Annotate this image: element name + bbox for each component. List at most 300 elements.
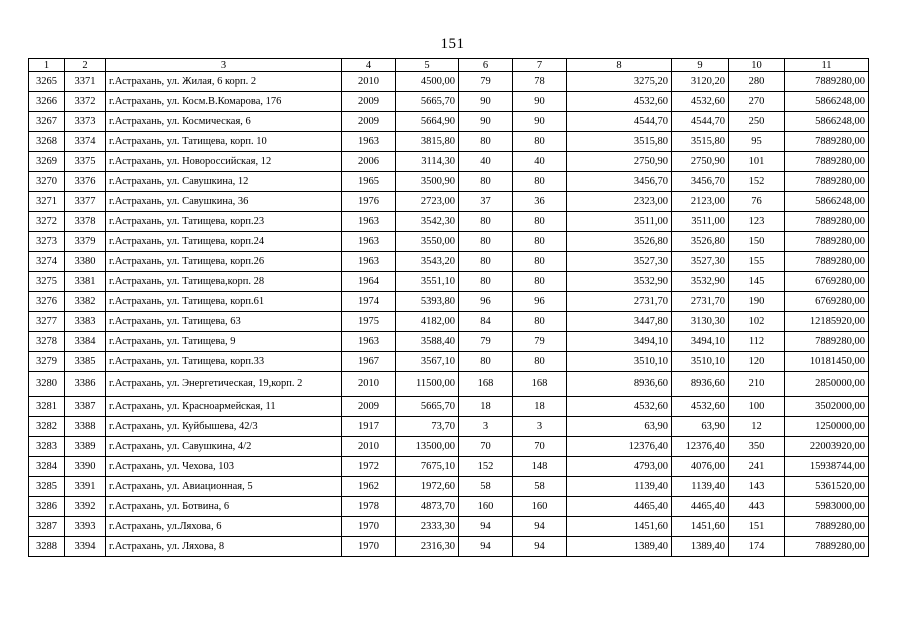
registry-number-cell: 3371 [65, 72, 106, 92]
record-number-cell: 3269 [29, 152, 65, 172]
col6-cell: 40 [459, 152, 513, 172]
year-cell: 1963 [342, 212, 396, 232]
amount-cell: 5866248,00 [785, 92, 869, 112]
registry-number-cell: 3385 [65, 352, 106, 372]
amount-cell: 7889280,00 [785, 132, 869, 152]
year-cell: 2010 [342, 372, 396, 397]
year-cell: 2010 [342, 72, 396, 92]
amount-cell: 22003920,00 [785, 437, 869, 457]
amount-cell: 7889280,00 [785, 172, 869, 192]
col10-cell: 350 [729, 437, 785, 457]
table-row [29, 112, 869, 132]
header-col-6: 6 [459, 59, 513, 72]
col6-cell: 90 [459, 112, 513, 132]
year-cell: 2009 [342, 397, 396, 417]
col6-cell: 80 [459, 272, 513, 292]
living-area-cell: 3275,20 [567, 72, 672, 92]
col7-cell: 80 [513, 272, 567, 292]
total-area-cell: 5665,70 [396, 92, 459, 112]
col7-cell: 40 [513, 152, 567, 172]
living-area-cell: 12376,40 [567, 437, 672, 457]
living-area-cell: 2323,00 [567, 192, 672, 212]
record-number-cell: 3286 [29, 497, 65, 517]
year-cell: 2010 [342, 437, 396, 457]
year-cell: 1917 [342, 417, 396, 437]
col6-cell: 80 [459, 172, 513, 192]
col9-cell: 2750,90 [672, 152, 729, 172]
address-cell: г.Астрахань, ул. Татищева,корп. 28 [106, 272, 342, 292]
header-col-5: 5 [396, 59, 459, 72]
living-area-cell: 8936,60 [567, 372, 672, 397]
col9-cell: 12376,40 [672, 437, 729, 457]
year-cell: 1967 [342, 352, 396, 372]
col10-cell: 150 [729, 232, 785, 252]
registry-number-cell: 3390 [65, 457, 106, 477]
amount-cell: 5866248,00 [785, 192, 869, 212]
registry-number-cell: 3383 [65, 312, 106, 332]
table-row [29, 212, 869, 232]
table-row [29, 272, 869, 292]
col10-cell: 145 [729, 272, 785, 292]
address-cell: г.Астрахань, ул. Татищева, корп. 10 [106, 132, 342, 152]
col9-cell: 3526,80 [672, 232, 729, 252]
year-cell: 1974 [342, 292, 396, 312]
table-row [29, 517, 869, 537]
col10-cell: 76 [729, 192, 785, 212]
col7-cell: 3 [513, 417, 567, 437]
table-row [29, 252, 869, 272]
address-cell: г.Астрахань, ул. Татищева, корп.33 [106, 352, 342, 372]
col10-cell: 123 [729, 212, 785, 232]
amount-cell: 5361520,00 [785, 477, 869, 497]
registry-number-cell: 3373 [65, 112, 106, 132]
registry-number-cell: 3377 [65, 192, 106, 212]
col9-cell: 4544,70 [672, 112, 729, 132]
col6-cell: 80 [459, 352, 513, 372]
registry-number-cell: 3375 [65, 152, 106, 172]
record-number-cell: 3284 [29, 457, 65, 477]
record-number-cell: 3270 [29, 172, 65, 192]
total-area-cell: 3114,30 [396, 152, 459, 172]
amount-cell: 15938744,00 [785, 457, 869, 477]
col7-cell: 80 [513, 232, 567, 252]
header-col-4: 4 [342, 59, 396, 72]
address-cell: г.Астрахань, ул. Авиационная, 5 [106, 477, 342, 497]
col7-cell: 36 [513, 192, 567, 212]
registry-number-cell: 3374 [65, 132, 106, 152]
address-cell: г.Астрахань, ул. Татищева, корп.61 [106, 292, 342, 312]
living-area-cell: 3456,70 [567, 172, 672, 192]
col10-cell: 120 [729, 352, 785, 372]
record-number-cell: 3281 [29, 397, 65, 417]
col6-cell: 94 [459, 517, 513, 537]
record-number-cell: 3288 [29, 537, 65, 557]
total-area-cell: 4182,00 [396, 312, 459, 332]
living-area-cell: 4544,70 [567, 112, 672, 132]
registry-number-cell: 3372 [65, 92, 106, 112]
total-area-cell: 3542,30 [396, 212, 459, 232]
housing-register-table [28, 58, 869, 557]
total-area-cell: 5664,90 [396, 112, 459, 132]
living-area-cell: 3494,10 [567, 332, 672, 352]
table-row [29, 537, 869, 557]
col10-cell: 443 [729, 497, 785, 517]
record-number-cell: 3279 [29, 352, 65, 372]
address-cell: г.Астрахань, ул. Ляхова, 8 [106, 537, 342, 557]
total-area-cell: 7675,10 [396, 457, 459, 477]
col10-cell: 12 [729, 417, 785, 437]
year-cell: 1962 [342, 477, 396, 497]
year-cell: 1963 [342, 252, 396, 272]
col10-cell: 190 [729, 292, 785, 312]
year-cell: 1970 [342, 517, 396, 537]
col9-cell: 1389,40 [672, 537, 729, 557]
living-area-cell: 3515,80 [567, 132, 672, 152]
col9-cell: 8936,60 [672, 372, 729, 397]
year-cell: 2006 [342, 152, 396, 172]
living-area-cell: 1451,60 [567, 517, 672, 537]
col6-cell: 3 [459, 417, 513, 437]
record-number-cell: 3277 [29, 312, 65, 332]
header-col-9: 9 [672, 59, 729, 72]
table-row [29, 232, 869, 252]
table-row [29, 92, 869, 112]
col9-cell: 3120,20 [672, 72, 729, 92]
col10-cell: 102 [729, 312, 785, 332]
col9-cell: 3527,30 [672, 252, 729, 272]
total-area-cell: 2723,00 [396, 192, 459, 212]
amount-cell: 7889280,00 [785, 232, 869, 252]
address-cell: г.Астрахань, ул. Энергетическая, 19,корп. 2 [106, 372, 342, 397]
address-cell: г.Астрахань, ул. Татищева, корп.26 [106, 252, 342, 272]
total-area-cell: 73,70 [396, 417, 459, 437]
col7-cell: 78 [513, 72, 567, 92]
table-row [29, 192, 869, 212]
total-area-cell: 5393,80 [396, 292, 459, 312]
registry-number-cell: 3392 [65, 497, 106, 517]
living-area-cell: 3511,00 [567, 212, 672, 232]
col9-cell: 3130,30 [672, 312, 729, 332]
col6-cell: 79 [459, 72, 513, 92]
amount-cell: 7889280,00 [785, 72, 869, 92]
address-cell: г.Астрахань, ул. Савушкина, 12 [106, 172, 342, 192]
registry-number-cell: 3378 [65, 212, 106, 232]
year-cell: 1963 [342, 132, 396, 152]
col7-cell: 58 [513, 477, 567, 497]
col9-cell: 3456,70 [672, 172, 729, 192]
header-col-8: 8 [567, 59, 672, 72]
record-number-cell: 3287 [29, 517, 65, 537]
total-area-cell: 3588,40 [396, 332, 459, 352]
record-number-cell: 3273 [29, 232, 65, 252]
address-cell: г.Астрахань, ул. Татищева, корп.24 [106, 232, 342, 252]
record-number-cell: 3272 [29, 212, 65, 232]
table-header-row [29, 59, 869, 72]
registry-number-cell: 3394 [65, 537, 106, 557]
living-area-cell: 3532,90 [567, 272, 672, 292]
registry-number-cell: 3393 [65, 517, 106, 537]
col10-cell: 174 [729, 537, 785, 557]
table-row [29, 312, 869, 332]
amount-cell: 12185920,00 [785, 312, 869, 332]
col9-cell: 4532,60 [672, 92, 729, 112]
page-number: 151 [440, 36, 465, 52]
registry-number-cell: 3382 [65, 292, 106, 312]
total-area-cell: 3815,80 [396, 132, 459, 152]
record-number-cell: 3271 [29, 192, 65, 212]
col7-cell: 18 [513, 397, 567, 417]
amount-cell: 2850000,00 [785, 372, 869, 397]
address-cell: г.Астрахань, ул. Жилая, 6 корп. 2 [106, 72, 342, 92]
living-area-cell: 4532,60 [567, 92, 672, 112]
record-number-cell: 3276 [29, 292, 65, 312]
total-area-cell: 2333,30 [396, 517, 459, 537]
registry-number-cell: 3386 [65, 372, 106, 397]
living-area-cell: 3526,80 [567, 232, 672, 252]
col7-cell: 70 [513, 437, 567, 457]
address-cell: г.Астрахань, ул. Куйбышева, 42/3 [106, 417, 342, 437]
table-row [29, 417, 869, 437]
living-area-cell: 4465,40 [567, 497, 672, 517]
header-col-10: 10 [729, 59, 785, 72]
registry-number-cell: 3380 [65, 252, 106, 272]
col7-cell: 160 [513, 497, 567, 517]
col9-cell: 4076,00 [672, 457, 729, 477]
year-cell: 1975 [342, 312, 396, 332]
record-number-cell: 3274 [29, 252, 65, 272]
total-area-cell: 4873,70 [396, 497, 459, 517]
year-cell: 1964 [342, 272, 396, 292]
address-cell: г.Астрахань, ул. Ботвина, 6 [106, 497, 342, 517]
address-cell: г.Астрахань, ул. Савушкина, 36 [106, 192, 342, 212]
record-number-cell: 3282 [29, 417, 65, 437]
col7-cell: 80 [513, 172, 567, 192]
table-body [29, 72, 869, 557]
total-area-cell: 3551,10 [396, 272, 459, 292]
living-area-cell: 1139,40 [567, 477, 672, 497]
total-area-cell: 3550,00 [396, 232, 459, 252]
record-number-cell: 3268 [29, 132, 65, 152]
header-col-1: 1 [29, 59, 65, 72]
living-area-cell: 1389,40 [567, 537, 672, 557]
total-area-cell: 13500,00 [396, 437, 459, 457]
col10-cell: 250 [729, 112, 785, 132]
col9-cell: 3532,90 [672, 272, 729, 292]
address-cell: г.Астрахань, ул. Новороссийская, 12 [106, 152, 342, 172]
registry-number-cell: 3384 [65, 332, 106, 352]
address-cell: г.Астрахань, ул. Татищева, корп.23 [106, 212, 342, 232]
amount-cell: 7889280,00 [785, 517, 869, 537]
table-row [29, 477, 869, 497]
living-area-cell: 3447,80 [567, 312, 672, 332]
col7-cell: 79 [513, 332, 567, 352]
year-cell: 1978 [342, 497, 396, 517]
header-col-2: 2 [65, 59, 106, 72]
col10-cell: 95 [729, 132, 785, 152]
col7-cell: 94 [513, 537, 567, 557]
address-cell: г.Астрахань, ул.Ляхова, 6 [106, 517, 342, 537]
living-area-cell: 3510,10 [567, 352, 672, 372]
year-cell: 1963 [342, 332, 396, 352]
col10-cell: 152 [729, 172, 785, 192]
year-cell: 1970 [342, 537, 396, 557]
registry-number-cell: 3388 [65, 417, 106, 437]
col6-cell: 94 [459, 537, 513, 557]
address-cell: г.Астрахань, ул. Красноармейская, 11 [106, 397, 342, 417]
registry-number-cell: 3391 [65, 477, 106, 497]
record-number-cell: 3265 [29, 72, 65, 92]
col6-cell: 152 [459, 457, 513, 477]
address-cell: г.Астрахань, ул. Татищева, 9 [106, 332, 342, 352]
col9-cell: 1451,60 [672, 517, 729, 537]
col10-cell: 143 [729, 477, 785, 497]
record-number-cell: 3280 [29, 372, 65, 397]
table-row [29, 497, 869, 517]
col10-cell: 101 [729, 152, 785, 172]
total-area-cell: 3567,10 [396, 352, 459, 372]
col10-cell: 112 [729, 332, 785, 352]
col10-cell: 210 [729, 372, 785, 397]
col10-cell: 100 [729, 397, 785, 417]
address-cell: г.Астрахань, ул. Чехова, 103 [106, 457, 342, 477]
col6-cell: 18 [459, 397, 513, 417]
total-area-cell: 3543,20 [396, 252, 459, 272]
registry-number-cell: 3381 [65, 272, 106, 292]
amount-cell: 7889280,00 [785, 152, 869, 172]
col9-cell: 3494,10 [672, 332, 729, 352]
total-area-cell: 3500,90 [396, 172, 459, 192]
table-row [29, 352, 869, 372]
table-row [29, 437, 869, 457]
living-area-cell: 2750,90 [567, 152, 672, 172]
col6-cell: 37 [459, 192, 513, 212]
record-number-cell: 3267 [29, 112, 65, 132]
table-row [29, 152, 869, 172]
col9-cell: 63,90 [672, 417, 729, 437]
col6-cell: 168 [459, 372, 513, 397]
col6-cell: 58 [459, 477, 513, 497]
col9-cell: 2123,00 [672, 192, 729, 212]
col7-cell: 94 [513, 517, 567, 537]
header-col-3: 3 [106, 59, 342, 72]
living-area-cell: 3527,30 [567, 252, 672, 272]
total-area-cell: 5665,70 [396, 397, 459, 417]
col7-cell: 80 [513, 312, 567, 332]
col6-cell: 80 [459, 212, 513, 232]
record-number-cell: 3283 [29, 437, 65, 457]
col7-cell: 148 [513, 457, 567, 477]
col9-cell: 3510,10 [672, 352, 729, 372]
amount-cell: 5866248,00 [785, 112, 869, 132]
total-area-cell: 1972,60 [396, 477, 459, 497]
living-area-cell: 4532,60 [567, 397, 672, 417]
col7-cell: 80 [513, 132, 567, 152]
table-row [29, 457, 869, 477]
registry-number-cell: 3376 [65, 172, 106, 192]
registry-number-cell: 3379 [65, 232, 106, 252]
address-cell: г.Астрахань, ул. Татищева, 63 [106, 312, 342, 332]
amount-cell: 1250000,00 [785, 417, 869, 437]
amount-cell: 6769280,00 [785, 292, 869, 312]
amount-cell: 7889280,00 [785, 212, 869, 232]
registry-number-cell: 3389 [65, 437, 106, 457]
year-cell: 1972 [342, 457, 396, 477]
table-row [29, 292, 869, 312]
living-area-cell: 63,90 [567, 417, 672, 437]
total-area-cell: 11500,00 [396, 372, 459, 397]
header-col-7: 7 [513, 59, 567, 72]
col9-cell: 1139,40 [672, 477, 729, 497]
table-row [29, 132, 869, 152]
living-area-cell: 4793,00 [567, 457, 672, 477]
col7-cell: 80 [513, 212, 567, 232]
amount-cell: 7889280,00 [785, 332, 869, 352]
col10-cell: 270 [729, 92, 785, 112]
total-area-cell: 4500,00 [396, 72, 459, 92]
table-row [29, 372, 869, 397]
amount-cell: 3502000,00 [785, 397, 869, 417]
address-cell: г.Астрахань, ул. Космическая, 6 [106, 112, 342, 132]
col6-cell: 84 [459, 312, 513, 332]
table-row [29, 332, 869, 352]
col7-cell: 168 [513, 372, 567, 397]
col7-cell: 96 [513, 292, 567, 312]
col6-cell: 90 [459, 92, 513, 112]
col7-cell: 80 [513, 352, 567, 372]
registry-number-cell: 3387 [65, 397, 106, 417]
record-number-cell: 3285 [29, 477, 65, 497]
amount-cell: 6769280,00 [785, 272, 869, 292]
col7-cell: 90 [513, 112, 567, 132]
col6-cell: 96 [459, 292, 513, 312]
col6-cell: 80 [459, 252, 513, 272]
col6-cell: 70 [459, 437, 513, 457]
record-number-cell: 3266 [29, 92, 65, 112]
col6-cell: 79 [459, 332, 513, 352]
year-cell: 1976 [342, 192, 396, 212]
table-row [29, 72, 869, 92]
header-col-11: 11 [785, 59, 869, 72]
col7-cell: 80 [513, 252, 567, 272]
col9-cell: 4465,40 [672, 497, 729, 517]
col6-cell: 80 [459, 132, 513, 152]
address-cell: г.Астрахань, ул. Косм.В.Комарова, 176 [106, 92, 342, 112]
year-cell: 2009 [342, 92, 396, 112]
col10-cell: 151 [729, 517, 785, 537]
col6-cell: 160 [459, 497, 513, 517]
total-area-cell: 2316,30 [396, 537, 459, 557]
record-number-cell: 3278 [29, 332, 65, 352]
col10-cell: 155 [729, 252, 785, 272]
amount-cell: 10181450,00 [785, 352, 869, 372]
amount-cell: 7889280,00 [785, 252, 869, 272]
table-row [29, 397, 869, 417]
amount-cell: 7889280,00 [785, 537, 869, 557]
table-row [29, 172, 869, 192]
col10-cell: 241 [729, 457, 785, 477]
col9-cell: 3515,80 [672, 132, 729, 152]
col7-cell: 90 [513, 92, 567, 112]
address-cell: г.Астрахань, ул. Савушкина, 4/2 [106, 437, 342, 457]
col9-cell: 2731,70 [672, 292, 729, 312]
col9-cell: 3511,00 [672, 212, 729, 232]
amount-cell: 5983000,00 [785, 497, 869, 517]
year-cell: 1965 [342, 172, 396, 192]
living-area-cell: 2731,70 [567, 292, 672, 312]
col10-cell: 280 [729, 72, 785, 92]
col9-cell: 4532,60 [672, 397, 729, 417]
record-number-cell: 3275 [29, 272, 65, 292]
